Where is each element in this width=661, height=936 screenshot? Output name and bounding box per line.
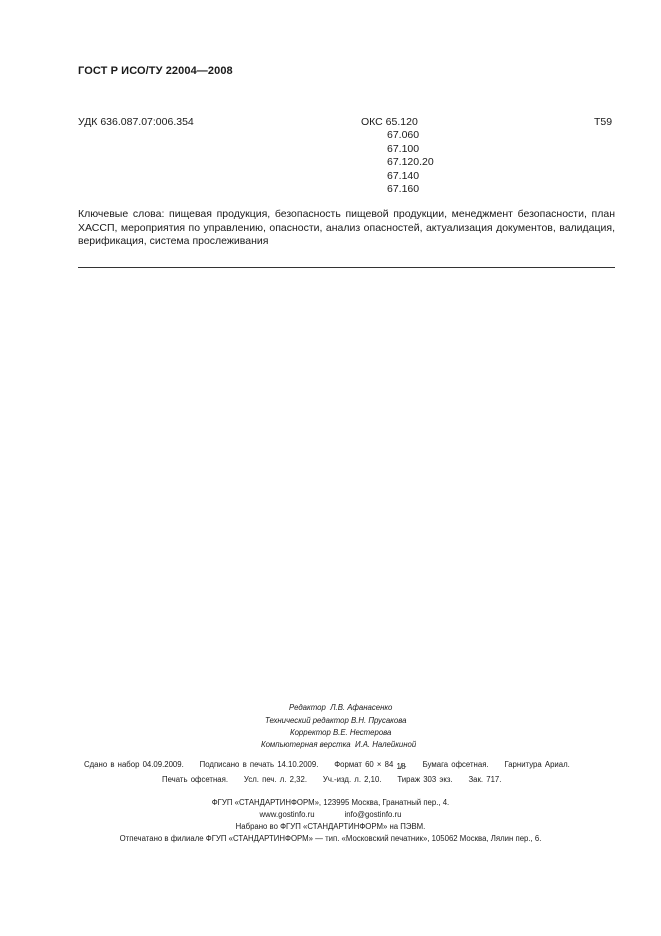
standard-title: ГОСТ Р ИСО/ТУ 22004—2008 [78, 65, 233, 77]
credit-role: Корректор [290, 728, 331, 737]
credit-name: И.А. Налейкиной [354, 740, 417, 749]
oks-code-list [387, 116, 434, 196]
publication-line-2 [162, 775, 501, 784]
website-link[interactable]: www.gostinfo.ru [259, 810, 315, 819]
format: Формат 60 × 84 [334, 760, 394, 769]
credit-editor [289, 703, 392, 712]
credit-name: В.Е. Нестерова [332, 728, 392, 737]
print-type: Печать офсетная. [162, 775, 229, 784]
credit-role: Редактор [289, 703, 326, 712]
credit-name: В.Н. Прусакова [350, 716, 407, 725]
oks-code: 67.060 [387, 129, 420, 142]
divider [78, 267, 615, 268]
credit-corrector [290, 728, 391, 737]
credit-layout [261, 740, 416, 749]
publisher-address: ФГУП «СТАНДАРТИНФОРМ», 123995 Москва, Гранатный пер., 4. [211, 798, 450, 807]
typeface: Гарнитура Ариал. [504, 760, 570, 769]
oks-code: 67.100 [387, 142, 420, 155]
udk-code: УДК 636.087.07:006.354 [78, 116, 194, 128]
oks-label: ОКС 65.120 [361, 116, 418, 128]
credit-role: Компьютерная верстка [261, 740, 351, 749]
submitted-date: Сдано в набор 04.09.2009. [84, 760, 184, 769]
publication-line-1: Сдано в набор 04.09.2009. Подписано в печать 14.10.2009. Формат 60 × 84 1/8. Бумага офсетная. Гарнитура Ариал. [84, 760, 570, 771]
paper: Бумага офсетная. [422, 760, 489, 769]
oks-code: 67.140 [387, 169, 420, 182]
credit-role: Технический редактор [265, 716, 349, 725]
format-fraction: 1/8 [396, 762, 405, 771]
email-link[interactable]: info@gostinfo.ru [344, 810, 402, 819]
order-number: Зак. 717. [468, 775, 502, 784]
oks-code: 67.120.20 [387, 156, 434, 169]
group-code: Т59 [594, 116, 613, 128]
credit-name: Л.В. Афанасенко [330, 703, 393, 712]
signed-date: Подписано в печать 14.10.2009. [199, 760, 319, 769]
publisher-contacts [0, 810, 661, 819]
print-run: Тираж 303 экз. [397, 775, 453, 784]
oks-code: 67.160 [387, 182, 420, 195]
publishing-sheets: Уч.-изд. л. 2,10. [322, 775, 382, 784]
credit-tech-editor [265, 716, 406, 725]
typeset-note: Набрано во ФГУП «СТАНДАРТИНФОРМ» на ПЭВМ. [235, 822, 426, 831]
printed-sheets: Усл. печ. л. 2,32. [243, 775, 308, 784]
printed-note: Отпечатано в филиале ФГУП «СТАНДАРТИНФОРМ» — тип. «Московский печатник», 105062 Москва, Лялин пер., 6. [119, 834, 542, 843]
keywords-paragraph: Ключевые слова: пищевая продукция, безопасность пищевой продукции, менеджмент безопасности, план ХАССП, мероприятия по управлению, опасности, анализ опасностей, актуализация документов, валидация, верификация, система прослеживания [78, 208, 615, 248]
